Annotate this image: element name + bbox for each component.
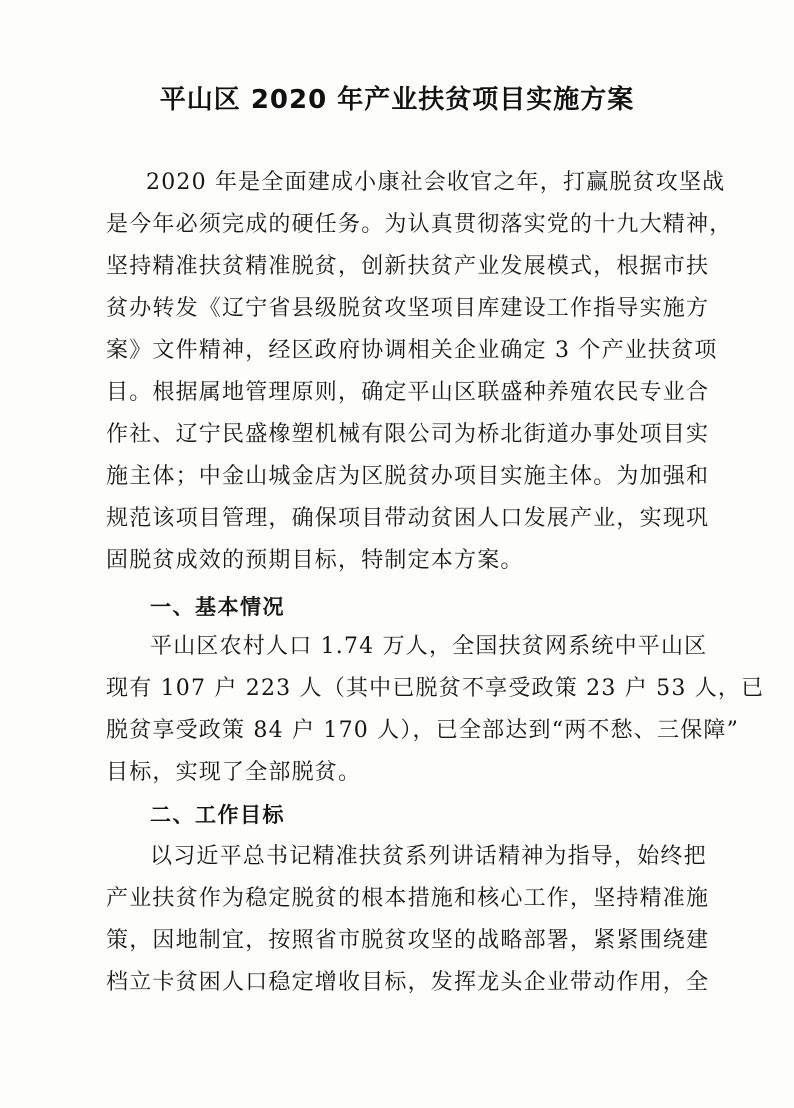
section1-line-4: 目标，实现了全部脱贫。 [106,760,362,785]
section2-line-4: 档立卡贫困人口稳定增收目标，发挥龙头企业带动作用，全 [106,970,710,995]
document-title: 平山区 2020 年产业扶贫项目实施方案 [159,85,635,115]
intro-line-1: 2020 年是全面建成小康社会收官之年，打赢脱贫攻坚战 [146,170,726,195]
section2-line-2: 产业扶贫作为稳定脱贫的根本措施和核心工作，坚持精准施 [106,886,710,911]
intro-line-8: 施主体；中金山城金店为区脱贫办项目实施主体。为加强和 [106,464,710,489]
section1-line-3: 脱贫享受政策 84 户 170 人），已全部达到“两不愁、三保障” [106,718,740,743]
section-heading-basic-situation: 一、基本情况 [150,595,285,619]
section1-line-1: 平山区农村人口 1.74 万人，全国扶贫网系统中平山区 [150,634,708,659]
section-heading-work-goals: 二、工作目标 [150,803,285,827]
section1-line-2: 现有 107 户 223 人（其中已脱贫不享受政策 23 户 53 人，已 [106,676,765,701]
section2-line-1: 以习近平总书记精准扶贫系列讲话精神为指导，始终把 [150,844,707,869]
intro-line-10: 固脱贫成效的预期目标，特制定本方案。 [106,548,524,573]
intro-line-5: 案》文件精神，经区政府协调相关企业确定 3 个产业扶贫项 [106,338,718,363]
section2-line-3: 策，因地制宜，按照省市脱贫攻坚的战略部署，紧紧围绕建 [106,928,710,953]
intro-line-4: 贫办转发《辽宁省县级脱贫攻坚项目库建设工作指导实施方 [106,296,710,321]
intro-line-6: 目。根据属地管理原则，确定平山区联盛种养殖农民专业合 [106,380,710,405]
intro-line-7: 作社、辽宁民盛橡塑机械有限公司为桥北街道办事处项目实 [106,422,710,447]
intro-line-2: 是今年必须完成的硬任务。为认真贯彻落实党的十九大精神， [106,212,733,237]
intro-line-3: 坚持精准扶贫精准脱贫，创新扶贫产业发展模式，根据市扶 [106,254,710,279]
intro-line-9: 规范该项目管理，确保项目带动贫困人口发展产业，实现巩 [106,506,710,531]
